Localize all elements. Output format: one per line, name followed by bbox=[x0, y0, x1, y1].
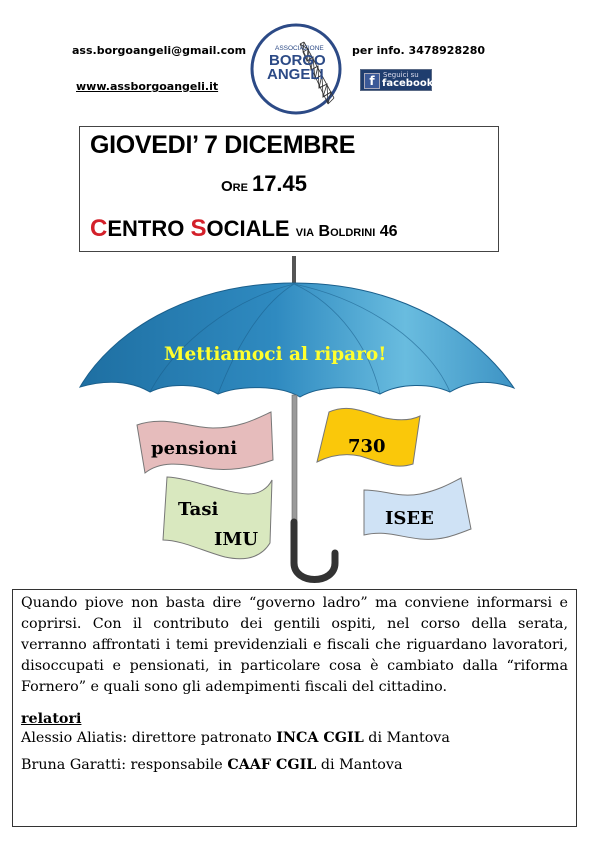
event-date: GIOVEDI’ 7 DICEMBRE bbox=[90, 131, 356, 159]
association-logo bbox=[248, 22, 344, 116]
facebook-small-text: Seguici su bbox=[383, 71, 419, 79]
description-box bbox=[12, 589, 577, 827]
speaker-1 bbox=[21, 728, 568, 748]
relatori-heading: relatori bbox=[21, 711, 82, 727]
speaker-1-post: di Mantova bbox=[363, 730, 450, 746]
facebook-icon: f bbox=[364, 73, 380, 89]
speaker-2 bbox=[21, 755, 568, 775]
umbrella-slogan: Mettiamoci al riparo! bbox=[164, 344, 387, 365]
tag-tasi: Tasi bbox=[178, 499, 219, 520]
logo-text-angeli: ANGELI bbox=[267, 66, 324, 83]
email-address[interactable]: ass.borgoangeli@gmail.com bbox=[72, 44, 247, 57]
umbrella-shaft bbox=[292, 395, 297, 523]
facebook-label: facebook. bbox=[382, 78, 438, 89]
place-initial-c: C bbox=[90, 215, 108, 242]
info-phone: per info. 3478928280 bbox=[352, 44, 486, 57]
place-initial-s: S bbox=[190, 215, 207, 242]
umbrella-illustration bbox=[0, 250, 595, 590]
logo-text-top: ASSOCIAZIONE bbox=[275, 45, 324, 52]
event-place bbox=[90, 215, 398, 243]
speaker-1-pre: Alessio Aliatis: direttore patronato bbox=[21, 730, 277, 746]
time-prefix: Ore bbox=[221, 178, 248, 195]
speaker-1-org: INCA CGIL bbox=[276, 730, 364, 746]
speaker-2-org: CAAF CGIL bbox=[227, 757, 317, 773]
umbrella-tip bbox=[292, 256, 296, 286]
tag-730: 730 bbox=[348, 436, 386, 457]
time-value: 17.45 bbox=[251, 171, 308, 196]
umbrella-canopy bbox=[80, 283, 514, 397]
tag-pensioni: pensioni bbox=[151, 438, 238, 459]
description-text: Quando piove non basta dire “governo ladro” ma conviene informarsi e coprirsi. Con il contributo dei gentili ospiti, nel corso della serata, verranno affrontati i temi previdenziali e fiscali che riguardano lavoratori, disoccupati e pensionati, in particolare cosa è cambiato dalla “riforma Fornero” e quali sono gli adempimenti fiscali del cittadino. bbox=[21, 595, 568, 695]
website-link[interactable]: www.assborgoangeli.it bbox=[76, 80, 219, 93]
speaker-2-pre: Bruna Garatti: responsabile bbox=[21, 757, 228, 773]
event-time bbox=[221, 171, 307, 197]
umbrella-handle bbox=[294, 522, 335, 580]
speaker-2-post: di Mantova bbox=[316, 757, 403, 773]
facebook-badge[interactable] bbox=[360, 69, 438, 91]
place-word-2: OCIALE bbox=[206, 216, 290, 241]
tag-imu: IMU bbox=[214, 529, 259, 550]
place-word-1: ENTRO bbox=[107, 216, 185, 241]
place-address: via Boldrini 46 bbox=[295, 223, 398, 240]
logo-text-borgo: BORGO bbox=[269, 52, 326, 69]
event-box bbox=[79, 126, 499, 252]
tag-isee: ISEE bbox=[385, 508, 434, 529]
